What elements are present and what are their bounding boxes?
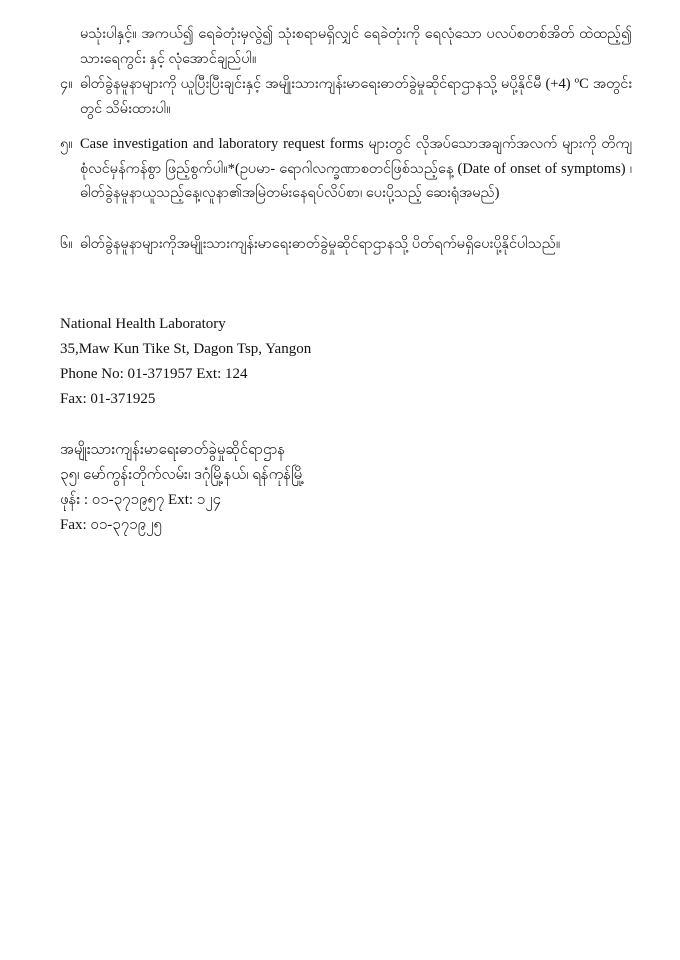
item-number: ၄။ <box>60 76 73 92</box>
item-number: ၆။ <box>60 236 73 252</box>
item-text: ဓါတ်ခွဲနမူနာများကို ယူပြီးပြီးချင်းနှင့် အမျိုးသားကျန်းမာရေးဓာတ်ခွဲမှုဆိုင်ရာဌာနသို့ မပို့နိုင်မီ (+4) ºC အတွင်းတွင် သိမ်းထားပါ။ <box>80 76 632 117</box>
lab-phone-mm: ဖုန်း : ၀၁-၃၇၁၉၅၇ Ext: ၁၂၄ <box>60 492 222 508</box>
myanmar-address-block <box>60 438 304 538</box>
lab-street: 35,Maw Kun Tike St, Dagon Tsp, Yangon <box>60 341 312 357</box>
numbered-item-6 <box>60 232 632 257</box>
numbered-item-5 <box>60 132 632 206</box>
lab-phone: Phone No: 01-371957 Ext: 124 <box>60 366 248 382</box>
paragraph-continuation <box>60 22 632 71</box>
item-number: ၅။ <box>60 136 73 152</box>
item-text: Case investigation and laboratory request forms များတွင် လိုအပ်သောအချက်အလက် များကို တိကျစုံလင်မှန်ကန်စွာ ဖြည့်စွက်ပါ။*(ဥပမာ- ရောဂါလက္ခဏာစတင်ဖြစ်သည့်နေ့ (Date of onset of symptoms) ၊ဓါတ်ခွဲနမူနာယူသည့်နေ့၊လူနာ၏အမြဲတမ်းနေရပ်လိပ်စာ၊ ပေးပို့သည့် ဆေးရုံအမည်) <box>80 136 632 201</box>
lab-name: National Health Laboratory <box>60 316 226 332</box>
lab-fax-mm: Fax: ၀၁-၃၇၁၉၂၅ <box>60 517 162 533</box>
item-text: ဓါတ်ခွဲနမူနာများကိုအမျိုးသားကျန်းမာရေးဓာတ်ခွဲမှုဆိုင်ရာဌာနသို့ ပိတ်ရက်မရှိပေးပို့နိုင်ပါသည်။ <box>80 236 561 252</box>
lab-name-mm: အမျိုးသားကျန်းမာရေးဓာတ်ခွဲမှုဆိုင်ရာဌာန <box>60 442 286 458</box>
lab-street-mm: ၃၅၊ မော်ကွန်းတိုက်လမ်း၊ ဒဂုံမြို့နယ်၊ ရန်ကုန်မြို့ <box>60 467 305 483</box>
paragraph-text: မသုံးပါနှင့်။ အကယ်၍ ရေခဲတုံးမှလွဲ၍ သုံးစရာမရှိလျှင် ရေခဲတုံးကို ရေလုံသော ပလပ်စတစ်အိတ် ထဲထည့်၍ သားရေကွင်း နှင့် လုံအောင်ချည်ပါ။ <box>80 26 632 67</box>
numbered-item-4 <box>60 72 632 121</box>
lab-fax: Fax: 01-371925 <box>60 391 156 407</box>
english-address-block <box>60 312 311 412</box>
